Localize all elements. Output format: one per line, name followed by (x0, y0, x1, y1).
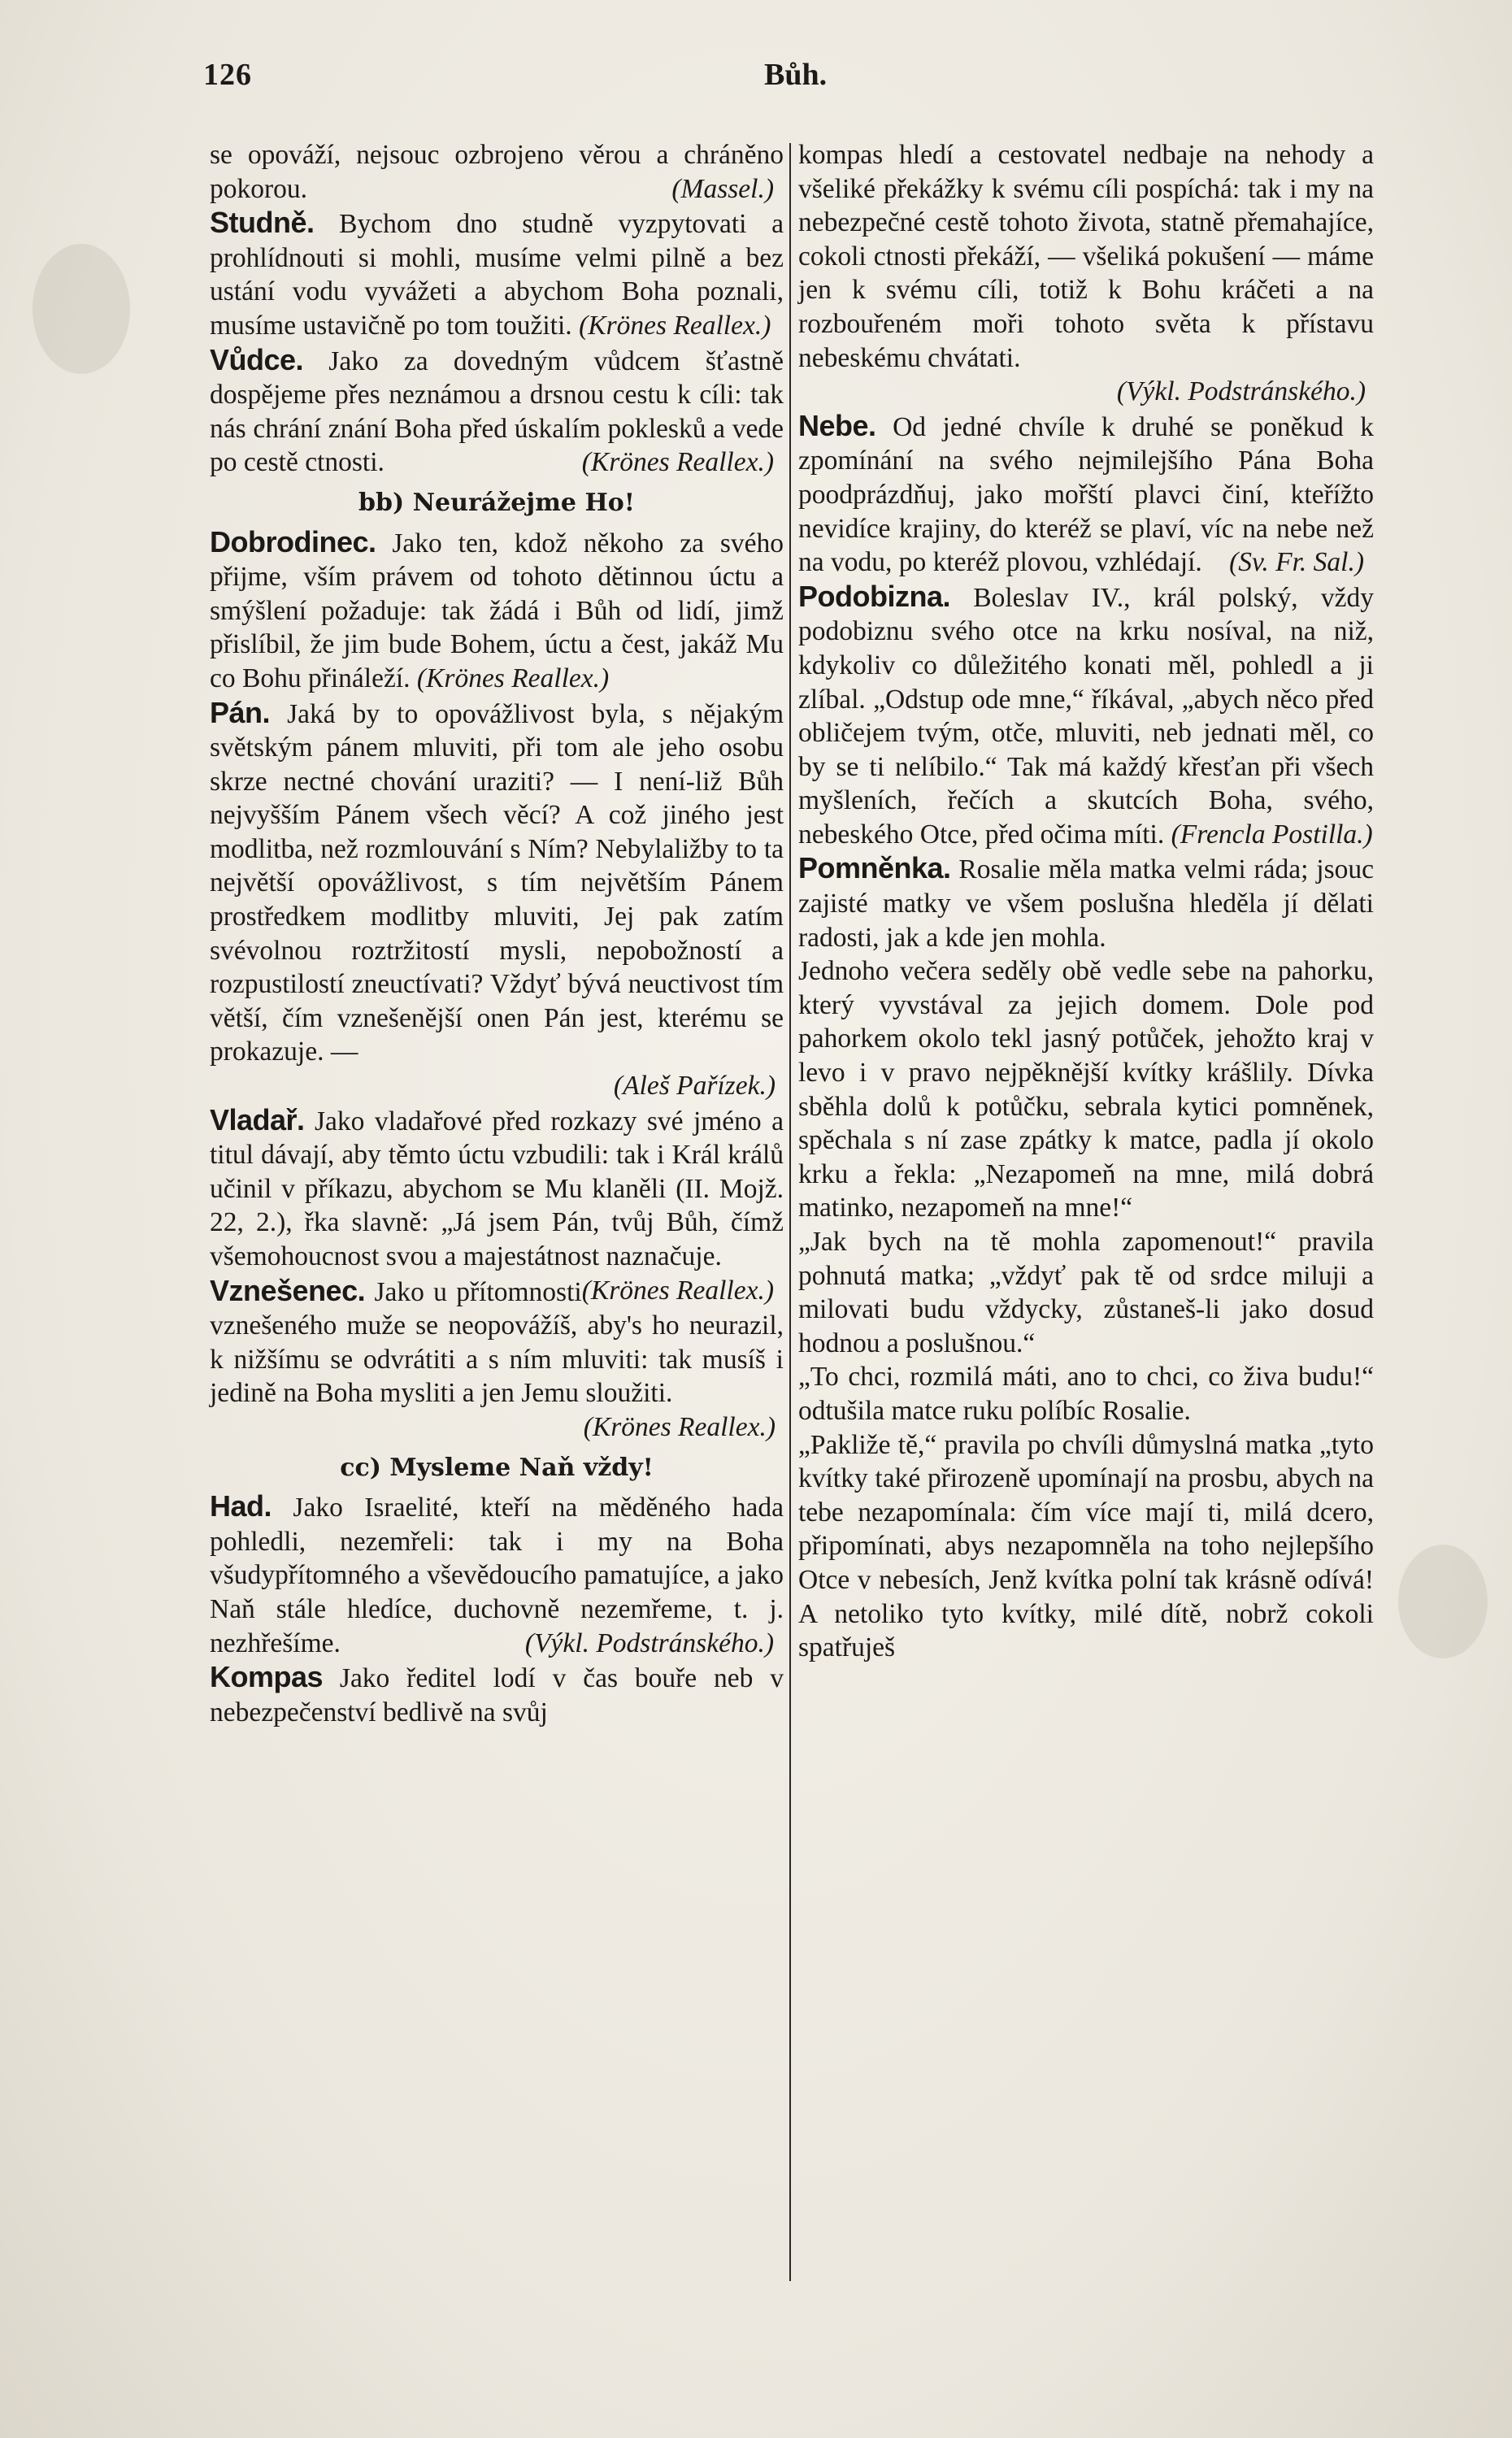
entry-kompas (210, 1660, 784, 1729)
entry-text: Jaká by to opovážlivost byla, s nějakým světským pánem mluviti, při tom ale jeho osobu skrze nectné chování uraziti? — I není-liž Bůh nejvyšším Pánem všech věcí? A což jiného jest modlitba, než rozmlouvání s Ním? Nebylaližby to ta největší opovážlivost, s tím největším Pánem prostředkem modlitby mluviti, Jej pak zatím svévolnou roztržitostí mysli, nepobožností a rozpustilostí zneuctívati? Vždyť bývá neuctivost tím větší, čím vznešenější onen Pán jest, kterému se prokazuje. — (210, 698, 784, 1067)
entry-text: Jako ten, kdož někoho za svého přijme, vším právem od tohoto dětinnou úctu a smýšlení požaduje: tak žádá i Bůh od lidí, jimž přislíbil, že jim bude Bohem, úctu a čest, jakáž Mu co Bohu přináleží. (210, 528, 784, 693)
entry-heading: Pán. (210, 695, 271, 729)
entry-heading: Podobizna. (798, 579, 950, 613)
paper-stain (1398, 1545, 1488, 1658)
entry-heading: Vznešenec. (210, 1273, 366, 1307)
section-title-cc: cc) Mysleme Naň vždy! (340, 1453, 654, 1482)
citation: (Krönes Reallex.) (581, 1275, 774, 1306)
entry-podobizna (798, 580, 1374, 852)
paragraph-text: se opováží, nejsouc ozbrojeno věrou a chráněno pokorou. (210, 140, 784, 204)
section-title-bb: bb) Neurážejme Ho! (358, 488, 635, 517)
citation: (Výkl. Podstránského.) (524, 1628, 774, 1658)
page-number: 126 (203, 58, 252, 92)
citation: (Krönes Reallex.) (579, 310, 771, 341)
entry-heading: Nebe. (798, 408, 876, 442)
story-paragraph: „To chci, rozmilá máti, ano to chci, co živa budu!“ odtušila matce ruku políbíc Rosalie. (798, 1362, 1374, 1426)
paper-stain (33, 244, 130, 374)
entry-had (210, 1489, 784, 1660)
story-paragraph: Jednoho večera seděly obě vedle sebe na pahorku, který vyvstával za jejich domem. Dole pod pahorkem okolo tekl jasný potůček, jehožto kraj v levo i v pravo nejpěknější kvítky krášlily. Dívka sběhla dolů k potůčku, sebrala kytici pomněnek, spěchala s ní zase zpátky k matce, padla jí okolo krku a řekla: „Nezapomeň na mne, milá dobrá matinko, nezapomeň na mne!“ (798, 956, 1374, 1223)
citation: (Aleš Pařízek.) (613, 1071, 776, 1102)
entry-heading: Vůdce. (210, 342, 304, 376)
page-header (203, 57, 1390, 106)
entry-vudce (210, 343, 784, 480)
story-paragraph: „Jak bych na tě mohla zapomenout!“ pravila pohnutá matka; „vždyť pak tě od srdce miluji a milovati budu vždycky, zůstaneš-li jako dosud hodnou a poslušnou.“ (798, 1227, 1374, 1358)
entry-text: Rosalie měla matka velmi ráda; jsouc zajisté matky ve všem poslušna hleděla jí dělati radosti, jak a kde jen mohla. (798, 854, 1374, 953)
entry-nebe (798, 409, 1374, 580)
entry-text: Jako u přítomnosti vznešeného muže se neopovážíš, aby's ho neurazil, k nižšímu se odvrátiti a s ním mluviti: tak musíš i jedině na Boha mysliti a jen Jemu sloužiti. (210, 1276, 784, 1409)
citation: (Frencla Postilla.) (1171, 819, 1373, 850)
entry-text: Jako Israelité, kteří na měděného hada pohledli, nezemřeli: tak i my na Boha všudypřítomného a vševědoucího pamatujíce, a jako Naň stále hledíce, duchovně nezemřeme, t. j. nezhřešíme. (210, 1493, 784, 1658)
citation: (Sv. Fr. Sal.) (1229, 547, 1364, 578)
entry-heading: Studně. (210, 206, 315, 240)
citation: (Krönes Reallex.) (583, 1411, 776, 1442)
entry-pan (210, 696, 784, 1070)
entry-heading: Kompas (210, 1660, 324, 1694)
column-divider (789, 143, 791, 2281)
entry-text: Jako ředitel lodí v čas bouře neb v nebezpečenství bedlivě na svůj (210, 1663, 784, 1727)
running-title: Bůh. (764, 58, 828, 92)
entry-studne (210, 206, 784, 342)
entry-heading: Dobrodinec. (210, 524, 376, 558)
story-paragraph: „Pakliže tě,“ pravila po chvíli důmyslná matka „tyto kvítky také přirozeně upomínají na prosbu, abych na tebe nezapomínala: čím více mají ti, milá dcero, připomínati, abys nezapomněla na toho nejlepšího Otce v nebesích, Jenž kvítka polní tak krásně odívá! A netoliko tyto kvítky, milé dítě, nobrž cokoli spatřuješ (798, 1429, 1374, 1663)
citation: (Výkl. Podstránského.) (1116, 376, 1366, 407)
entry-text: Jako vladařové před rozkazy své jméno a titul dávají, aby těmto úctu vzbudili: tak i Král králů učinil v příkazu, abychom se Mu klaněli (II. Mojž. 22, 2.), řka slavně: „Já jsem Pán, tvůj Bůh, čímž všemohoucnost svou a majestátnost naznačuje. (210, 1106, 784, 1271)
right-column (798, 138, 1374, 2284)
entry-heading: Pomněnka. (798, 851, 951, 885)
citation: (Krönes Reallex.) (416, 663, 610, 693)
entry-text: Boleslav IV., král polský, vždy podobiznu svého otce na krku nosíval, na niž, kdykoliv co důležitého konati měl, pohledl a ji zlíbal. „Odstup ode mne,“ říkával, „abych něco před obličejem tvým, otče, mluviti, neb jednati měl, co by se ti nelíbilo.“ Tak má každý křesťan při všech myšleních, řečích a skutcích Boha, svého, nebeského Otce, před očima míti. (798, 582, 1375, 850)
paragraph (210, 138, 784, 206)
entry-text: Jako za dovedným vůdcem šťastně dospějeme přes neznámou a drsnou cestu k cíli: tak nás chrání znání Boha před úskalím poklesků a vede po cestě ctnosti. (210, 345, 784, 478)
left-column (210, 138, 784, 2284)
citation: (Krönes Reallex.) (581, 447, 774, 478)
entry-pomnenka (798, 851, 1374, 954)
entry-text: Od jedné chvíle k druhé se poněkud k zpomínání na svého nejmilejšího Pána Boha poodprázdňuj, jako mořští plavci činí, kteřížto nevidíce krajiny, do kteréž se plaví, víc na nebe než na vodu, po kteréž plovou, vzhlédají. (798, 411, 1375, 578)
entry-dobrodinec (210, 525, 784, 696)
paragraph-text: kompas hledí a cestovatel nedbaje na nehody a všeliké překážky k svému cíli pospíchá: tak i my na nebezpečné cestě tohoto života, statně přemahajíce, cokoli ctnosti překáží, — všeliká pokušení — máme jen k svému cíli, totiž k Bohu kráčeti a na rozbouřeném moři tohoto světa k přístavu nebeskému chvátati. (798, 140, 1374, 373)
entry-heading: Had. (210, 1489, 272, 1523)
entry-heading: Vladař. (210, 1102, 305, 1136)
citation: (Massel.) (671, 173, 774, 204)
entry-text: Bychom dno studně vyzpytovati a prohlídnouti si mohli, musíme velmi pilně a bez ustání vodu vyvážeti a abychom Boha poznali, musíme ustavičně po tom toužiti. (210, 209, 784, 341)
paragraph (798, 138, 1374, 375)
